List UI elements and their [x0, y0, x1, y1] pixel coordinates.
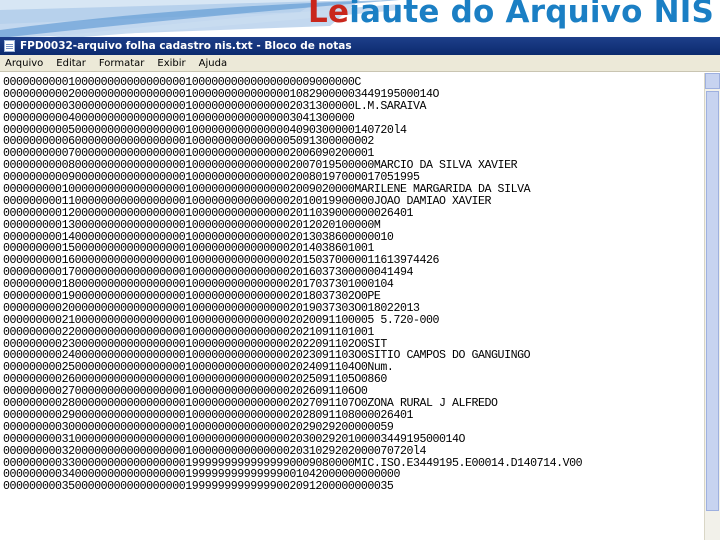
text-line: 000000000260000000000000000010000000000000002025091105O0860 [3, 373, 387, 387]
text-line: 000000000070000000000000000010000000000000002006090200001 [3, 147, 374, 161]
slide-title-accent: Le [308, 0, 350, 30]
text-line: 000000000130000000000000000010000000000000002012020100000M [3, 218, 381, 232]
text-line: 000000000040000000000000000010000000000000003041300000 [3, 111, 355, 125]
slide-title-text: iaute do Arquivo NIS [349, 0, 714, 30]
text-line: 000000000190000000000000000010000000000000002018037302O0PE [3, 290, 381, 304]
text-line: 000000000250000000000000000010000000000000002024091104O0Num. [3, 361, 394, 375]
text-line: 000000000170000000000000000010000000000000002016037300000041494 [3, 266, 413, 280]
text-line: 000000000230000000000000000010000000000000002022091102O0SIT [3, 337, 387, 351]
menu-ajuda[interactable]: Ajuda [198, 57, 228, 69]
notepad-icon [4, 40, 15, 52]
notepad-window [0, 37, 720, 540]
text-line: 000000000280000000000000000010000000000000002027091107O0ZONA RURAL J ALFREDO [3, 397, 498, 411]
text-line: 000000000220000000000000000010000000000000002021091101001 [3, 325, 374, 339]
text-line: 000000000050000000000000000010000000000000004090300000140720l4 [3, 123, 407, 137]
text-line: 000000000200000000000000000010000000000000002019037303O018022013 [3, 301, 420, 315]
menu-bar [0, 55, 720, 72]
text-line: 000000000300000000000000000010000000000000002029029200000059 [3, 420, 394, 434]
text-line: 000000000350000000000000000019999999999999002091200000000035 [3, 480, 394, 494]
slide-title [308, 0, 714, 30]
text-line: 000000000020000000000000000010000000000000001082900000344919500014O [3, 87, 439, 101]
text-editor[interactable] [0, 73, 704, 540]
text-line: 000000000140000000000000000010000000000000002013038600000010 [3, 230, 394, 244]
menu-formatar[interactable]: Formatar [98, 57, 145, 69]
text-line: 000000000180000000000000000010000000000000002017037301000104 [3, 278, 394, 292]
text-line: 000000000010000000000000000010000000000000000009000000C [3, 76, 361, 89]
text-line: 000000000120000000000000000010000000000000002011039000000026401 [3, 206, 413, 220]
text-line: 000000000320000000000000000010000000000000002031029202000070720l4 [3, 444, 426, 458]
text-line: 000000000240000000000000000010000000000000002023091103O0SITIO CAMPOS DO GANGUINGO [3, 349, 531, 363]
title-bar[interactable] [0, 37, 720, 55]
text-line: 0000000000900000000000000000100000000000000020080197000017051995 [3, 171, 420, 185]
text-line: 0000000003400000000000000000199999999999999001042000000000000 [3, 468, 400, 482]
text-line: 000000000080000000000000000010000000000000002007019500000MARCIO DA SILVA XAVIER [3, 159, 518, 173]
window-title: FPD0032-arquivo folha cadastro nis.txt - Bloco de notas [20, 40, 352, 52]
text-line: 000000000100000000000000000010000000000000002009020000MARILENE MARGARIDA DA SILVA [3, 183, 531, 197]
text-line: 0000000001600000000000000000100000000000000020150370000011613974426 [3, 254, 439, 268]
menu-exibir[interactable]: Exibir [157, 57, 186, 69]
menu-editar[interactable]: Editar [56, 57, 86, 69]
scroll-up-button[interactable] [705, 73, 720, 89]
text-line: 000000000060000000000000000010000000000000005091300000002 [3, 135, 374, 149]
scrollbar-thumb[interactable] [706, 91, 719, 511]
text-line: 000000000210000000000000000010000000000000002020091100005 5.720-000 [3, 313, 439, 327]
text-line: 000000000150000000000000000010000000000000002014038601001 [3, 242, 374, 256]
text-line: 000000000290000000000000000010000000000000002028091108000026401 [3, 408, 413, 422]
text-line: 000000000030000000000000000010000000000000002031300000L.M.SARAIVA [3, 99, 426, 113]
menu-arquivo[interactable]: Arquivo [5, 57, 44, 69]
text-line: 000000000330000000000000000019999999999999990009080000MIC.ISO.E3449195.E00014.D140714.V00 [3, 456, 583, 470]
text-line: 000000000110000000000000000010000000000000002010019900000JOAO DAMIAO XAVIER [3, 194, 492, 208]
vertical-scrollbar[interactable] [704, 73, 720, 540]
text-content [0, 73, 704, 493]
text-line: 000000000270000000000000000010000000000000002026091106O0 [3, 385, 368, 399]
text-line: 0000000003100000000000000000100000000000000020300292010000344919500014O [3, 432, 466, 446]
